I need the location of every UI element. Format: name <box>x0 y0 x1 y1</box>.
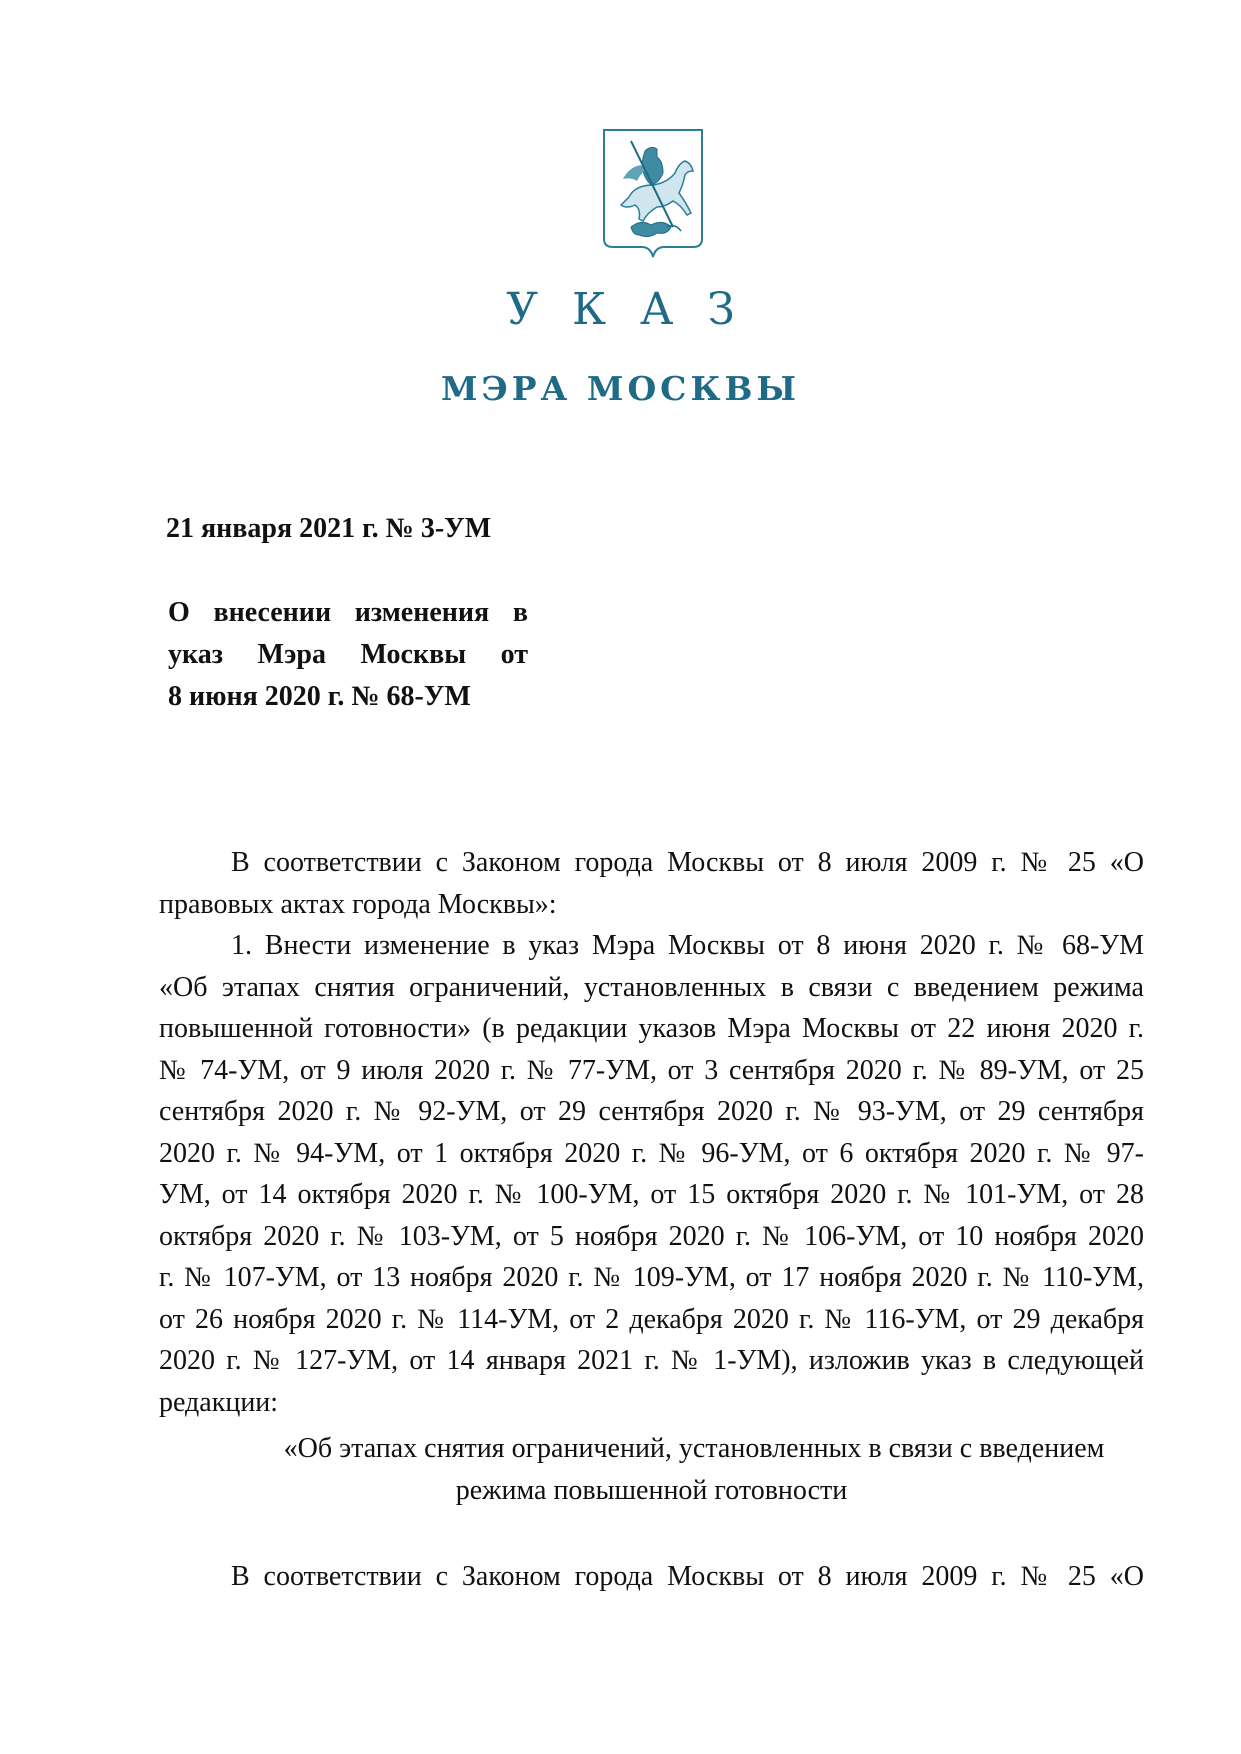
issuer-heading: МЭРА МОСКВЫ <box>440 369 801 408</box>
body-line: 2020 г. № 127-УМ, от 14 января 2021 г. № 1-УМ), изложив указ в следующей <box>159 1345 1144 1376</box>
body-line: УМ, от 14 октября 2020 г. № 100-УМ, от 15 октября 2020 г. № 101-УМ, от 28 <box>159 1179 1144 1210</box>
subject-line: О внесении изменения в <box>168 597 528 628</box>
body-line: 2020 г. № 94-УМ, от 1 октября 2020 г. № 96-УМ, от 6 октября 2020 г. № 97- <box>159 1137 1144 1169</box>
subject-line: 8 июня 2020 г. № 68-УМ <box>168 681 471 712</box>
document-subject <box>168 592 528 718</box>
body-line: В соответствии с Законом города Москвы от 8 июля 2009 г. № 25 «О <box>231 847 1144 878</box>
body-line: № 74-УМ, от 9 июля 2020 г. № 77-УМ, от 3 сентября 2020 г. № 89-УМ, от 25 <box>159 1054 1144 1086</box>
body-line: редакции: <box>159 1386 279 1418</box>
document-body <box>159 842 1144 1423</box>
body-line: повышенной готовности» (в редакции указов Мэра Москвы от 22 июня 2020 г. <box>159 1013 1144 1044</box>
body-line: г. № 107-УМ, от 13 ноября 2020 г. № 109-УМ, от 17 ноября 2020 г. № 110-УМ, <box>159 1262 1144 1293</box>
body-line: правовых актах города Москвы»: <box>159 888 557 920</box>
body-line: 1. Внести изменение в указ Мэра Москвы от 8 июня 2020 г. № 68-УМ <box>231 930 1144 961</box>
body-line: от 26 ноября 2020 г. № 114-УМ, от 2 декабря 2020 г. № 116-УМ, от 29 декабря <box>159 1303 1144 1335</box>
body-line: В соответствии с Законом города Москвы от 8 июля 2009 г. № 25 «О <box>231 1561 1144 1592</box>
subject-line: указ Мэра Москвы от <box>168 639 528 670</box>
body-line: сентября 2020 г. № 92-УМ, от 29 сентября 2020 г. № 93-УМ, от 29 сентября <box>159 1096 1144 1127</box>
document-body-continuation <box>159 1556 1144 1598</box>
body-line: октября 2020 г. № 103-УМ, от 5 ноября 2020 г. № 106-УМ, от 10 ноября 2020 <box>159 1220 1144 1252</box>
moscow-coat-of-arms-icon <box>601 127 705 261</box>
quoted-title-line: режима повышенной готовности <box>455 1474 848 1506</box>
quoted-title-line: «Об этапах снятия ограничений, установленных в связи с введением <box>283 1433 1105 1464</box>
document-date-number: 21 января 2021 г. № 3-УМ <box>166 513 492 544</box>
quoted-decree-title <box>159 1428 1144 1511</box>
body-line: «Об этапах снятия ограничений, установленных в связи с введением режима <box>159 971 1144 1003</box>
document-type-heading: УКАЗ <box>506 284 769 335</box>
